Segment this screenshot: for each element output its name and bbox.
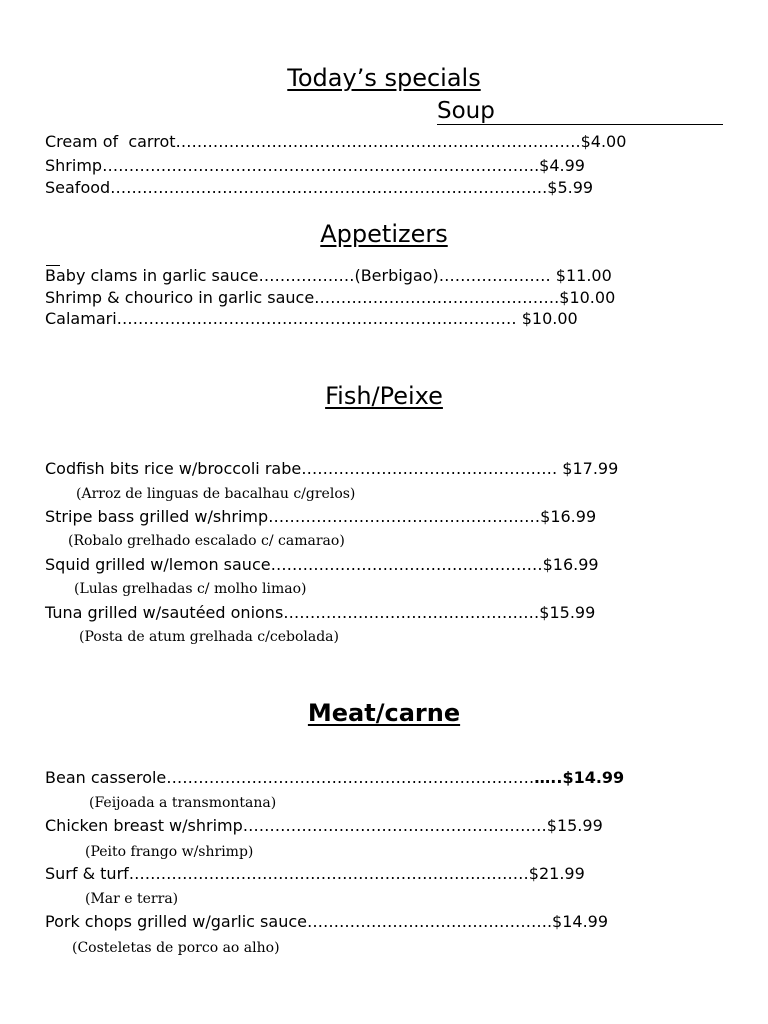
- menu-item-codfish: Codfish bits rice w/broccoli rabe………………………………………… $17.99: [45, 459, 619, 478]
- menu-item-surf-turf-translation: (Mar e terra): [85, 891, 179, 907]
- menu-item-surf-turf: Surf & turf…………………………………………………………………$21.99: [45, 864, 585, 883]
- menu-item-bean-casserole-translation: (Feijoada a transmontana): [89, 795, 277, 811]
- menu-item-squid-translation: (Lulas grelhadas c/ molho limao): [74, 581, 307, 597]
- menu-item-baby-clams: Baby clams in garlic sauce………………(Berbigao)………………… $11.00: [45, 266, 612, 285]
- menu-item-bean-casserole-price: …..$14.99: [534, 768, 625, 787]
- menu-item-tuna-translation: (Posta de atum grelhada c/cebolada): [79, 629, 339, 645]
- soup-heading: Soup: [437, 98, 495, 124]
- menu-item-tuna: Tuna grilled w/sautéed onions…………………………………………$15.99: [45, 603, 596, 622]
- menu-item-calamari: Calamari………………………………………………………………… $10.00: [45, 309, 578, 328]
- menu-item-seafood-soup: Seafood……………………………………………………………………….$5.99: [45, 178, 594, 197]
- soup-underline: [437, 124, 723, 125]
- menu-item-squid: Squid grilled w/lemon sauce……………………………………………$16.99: [45, 555, 599, 574]
- menu-item-chicken-breast-translation: (Peito frango w/shrimp): [85, 844, 254, 860]
- menu-item-pork-chops-translation: (Costeletas de porco ao alho): [72, 940, 280, 956]
- menu-item-chicken-breast: Chicken breast w/shrimp…………………………………………………$15.99: [45, 816, 603, 835]
- menu-item-codfish-translation: (Arroz de linguas de bacalhau c/grelos): [76, 486, 356, 502]
- menu-item-bean-casserole-text: Bean casserole……………………………………………………………: [45, 768, 535, 787]
- menu-item-shrimp-soup: Shrimp……………………………………………………………………….$4.99: [45, 156, 585, 175]
- menu-item-stripe-bass-translation: (Robalo grelhado escalado c/ camarao): [68, 533, 345, 549]
- menu-item-cream-of-carrot: Cream of carrot………………………………………………………………….$4.00: [45, 132, 627, 151]
- page-title: Today’s specials: [287, 64, 481, 92]
- menu-item-shrimp-chourico: Shrimp & chourico in garlic sauce……………………………………….$10.00: [45, 288, 616, 307]
- menu-item-bean-casserole: [45, 768, 624, 788]
- menu-item-pork-chops: Pork chops grilled w/garlic sauce……………………………………….$14.99: [45, 912, 609, 931]
- fish-heading: Fish/Peixe: [325, 382, 443, 410]
- menu-item-stripe-bass: Stripe bass grilled w/shrimp……………………………………………$16.99: [45, 507, 597, 526]
- appetizers-heading: Appetizers: [320, 220, 448, 248]
- meat-heading: Meat/carne: [307, 699, 461, 727]
